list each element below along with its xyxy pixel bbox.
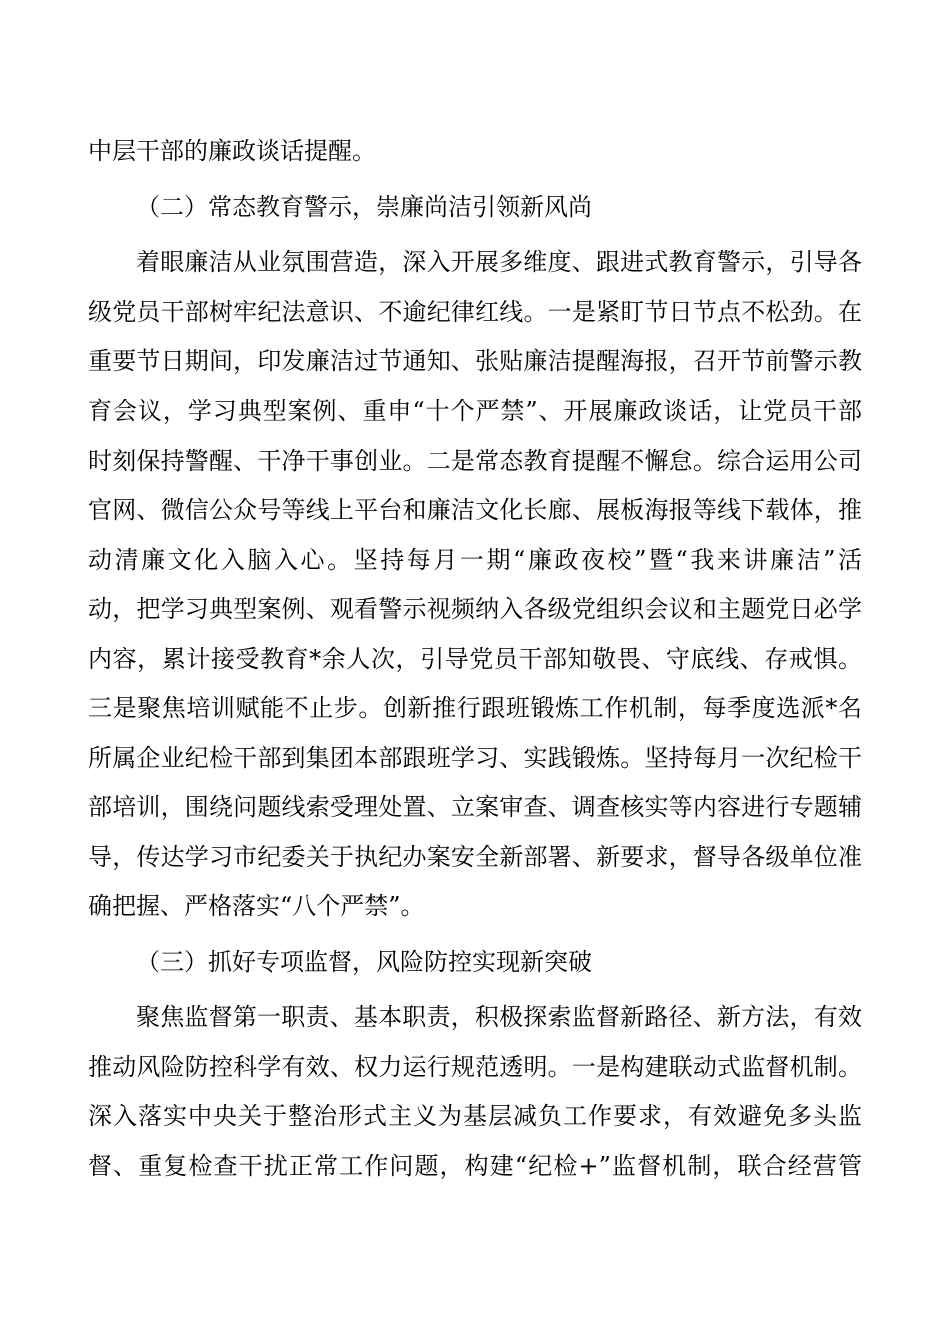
paragraph-line: 动清廉文化入脑入心。坚持每月一期“廉政夜校”暨“我来讲廉洁”活 [88,546,862,574]
paragraph-line: 深入落实中央关于整治形式主义为基层减负工作要求，有效避免多头监 [88,1102,862,1130]
paragraph-line: 动，把学习典型案例、观看警示视频纳入各级党组织会议和主题党日必学 [88,595,862,623]
paragraph-line: 推动风险防控科学有效、权力运行规范透明。一是构建联动式监督机制。 [88,1053,862,1081]
paragraph-line: 重要节日期间，印发廉洁过节通知、张贴廉洁提醒海报，召开节前警示教 [88,347,862,375]
section-heading-3: （三）抓好专项监督，风险防控实现新突破 [136,948,592,976]
paragraph-line: 育会议，学习典型案例、重申“十个严禁”、开展廉政谈话，让党员干部 [88,397,862,425]
paragraph-line: 官网、微信公众号等线上平台和廉洁文化长廊、展板海报等线下载体，推 [88,496,862,524]
paragraph-line: 级党员干部树牢纪法意识、不逾纪律红线。一是紧盯节日节点不松劲。在 [88,298,862,326]
paragraph-line: 导，传达学习市纪委关于执纪办案安全新部署、新要求，督导各级单位准 [88,843,862,871]
paragraph-line: 中层干部的廉政谈话提醒。 [88,137,376,165]
paragraph-line: 聚焦监督第一职责、基本职责，积极探索监督新路径、新方法，有效 [136,1003,862,1031]
paragraph-line: 所属企业纪检干部到集团本部跟班学习、实践锻炼。坚持每月一次纪检干 [88,744,862,772]
paragraph-line: 督、重复检查干扰正常工作问题，构建“纪检+”监督机制，联合经营管 [88,1152,862,1180]
paragraph-line: 内容，累计接受教育*余人次，引导党员干部知敬畏、守底线、存戒惧。 [88,645,862,673]
paragraph-line: 三是聚焦培训赋能不止步。创新推行跟班锻炼工作机制，每季度选派*名 [88,694,862,722]
paragraph-line: 着眼廉洁从业氛围营造，深入开展多维度、跟进式教育警示，引导各 [136,248,862,276]
section-heading-2: （二）常态教育警示，崇廉尚洁引领新风尚 [136,193,592,221]
paragraph-line: 时刻保持警醒、干净干事创业。二是常态教育提醒不懈怠。综合运用公司 [88,447,862,475]
paragraph-line: 确把握、严格落实“八个严禁”。 [88,892,425,920]
paragraph-line: 部培训，围绕问题线索受理处置、立案审查、调查核实等内容进行专题辅 [88,793,862,821]
